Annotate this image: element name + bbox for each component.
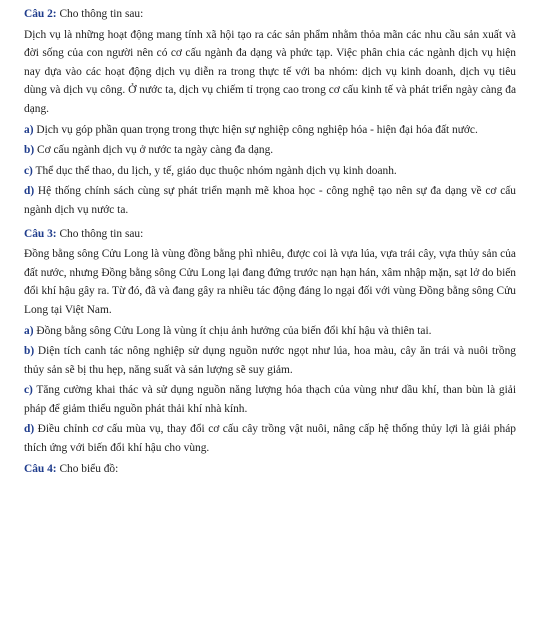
statement-label: b): [24, 144, 35, 157]
question-label: Câu 4:: [24, 462, 57, 475]
question-prompt: Cho biểu đồ:: [56, 462, 119, 475]
question-3: [24, 225, 516, 458]
question-label: Câu 3:: [24, 227, 57, 240]
question-heading: [24, 225, 516, 244]
statement-label: c): [24, 384, 33, 397]
question-prompt: Cho thông tin sau:: [56, 8, 144, 20]
statement-label: d): [24, 423, 35, 436]
statement-text: Hệ thống chính sách cùng sự phát triển mạnh mẽ khoa học - công nghệ tạo nên sự đa dạng về cơ cấu ngành dịch vụ nước ta.: [24, 185, 516, 216]
question-heading: [24, 460, 516, 479]
statement-a: [24, 121, 516, 140]
statement-label: c): [24, 164, 33, 177]
document-page: [24, 5, 516, 478]
statement-text: Điều chỉnh cơ cấu mùa vụ, thay đổi cơ cấu cây trồng vật nuôi, nâng cấp hệ thống thủy lợi là giải pháp thích ứng với biến đổi khí hậu cho vùng.: [24, 423, 516, 455]
question-prompt: Cho thông tin sau:: [56, 227, 144, 240]
statement-text: Tăng cường khai thác và sử dụng nguồn năng lượng hóa thạch của vùng như dầu khí, than bùn là giải pháp để giảm thiểu nguồn phát thải khí nhà kính.: [24, 384, 516, 415]
statement-text: Dịch vụ góp phần quan trọng trong thực hiện sự nghiệp công nghiệp hóa - hiện đại hóa đất nước.: [33, 123, 478, 136]
statement-c: [24, 381, 516, 418]
statement-label: a): [24, 123, 34, 136]
question-passage: Đồng bằng sông Cửu Long là vùng đồng bằng phì nhiêu, được coi là vựa lúa, vựa trái cây, vựa thủy sản của đất nước, nhưng Đồng bằng sông Cửu Long lại đang đứng trước nạn hạn hán, xâm nhập mặn, sạt lở do biến đổi khí hậu gây ra. Từ đó, đã và đang gây ra nhiều tác động đáng lo ngại đối với vùng Đồng bằng sông Cửu Long tại Việt Nam.: [24, 248, 516, 316]
statement-label: d): [24, 185, 35, 198]
statement-label: b): [24, 345, 35, 358]
question-2: [24, 5, 516, 220]
statement-text: Cơ cấu ngành dịch vụ ở nước ta ngày càng đa dạng.: [34, 144, 274, 157]
statement-c: [24, 162, 516, 181]
question-label: Câu 2:: [24, 8, 57, 20]
question-passage: Dịch vụ là những hoạt động mang tính xã hội tạo ra các sản phẩm nhằm thỏa mãn các nhu cầu sản xuất và đời sống của con người nên có cơ cấu ngành đa dạng và phức tạp. Việc phân chia các ngành dịch vụ hiện nay dựa vào các hoạt động dịch vụ diễn ra trong thực tế với ba nhóm: dịch vụ kinh doanh, dịch vụ tiêu dùng và dịch vụ công. Ở nước ta, dịch vụ chiếm tỉ trọng cao trong cơ cấu kinh tế và phát triển ngày càng đa dạng.: [24, 28, 516, 115]
question-heading: [24, 5, 516, 24]
statement-a: [24, 322, 516, 341]
question-4: [24, 460, 516, 479]
statement-b: [24, 141, 516, 160]
statement-text: Đồng bằng sông Cửu Long là vùng ít chịu ảnh hưởng của biến đổi khí hậu và thiên tai.: [33, 324, 432, 337]
statement-d: [24, 420, 516, 457]
statement-b: [24, 342, 516, 379]
statement-text: Diện tích canh tác nông nghiệp sử dụng nguồn nước ngọt như lúa, hoa màu, cây ăn trái và nuôi trồng thủy sản sẽ bị thu hẹp, năng suất và sản lượng sẽ suy giảm.: [24, 345, 516, 376]
statement-d: [24, 182, 516, 219]
statement-label: a): [24, 324, 34, 337]
statement-text: Thể dục thể thao, du lịch, y tế, giáo dục thuộc nhóm ngành dịch vụ kinh doanh.: [32, 164, 397, 177]
